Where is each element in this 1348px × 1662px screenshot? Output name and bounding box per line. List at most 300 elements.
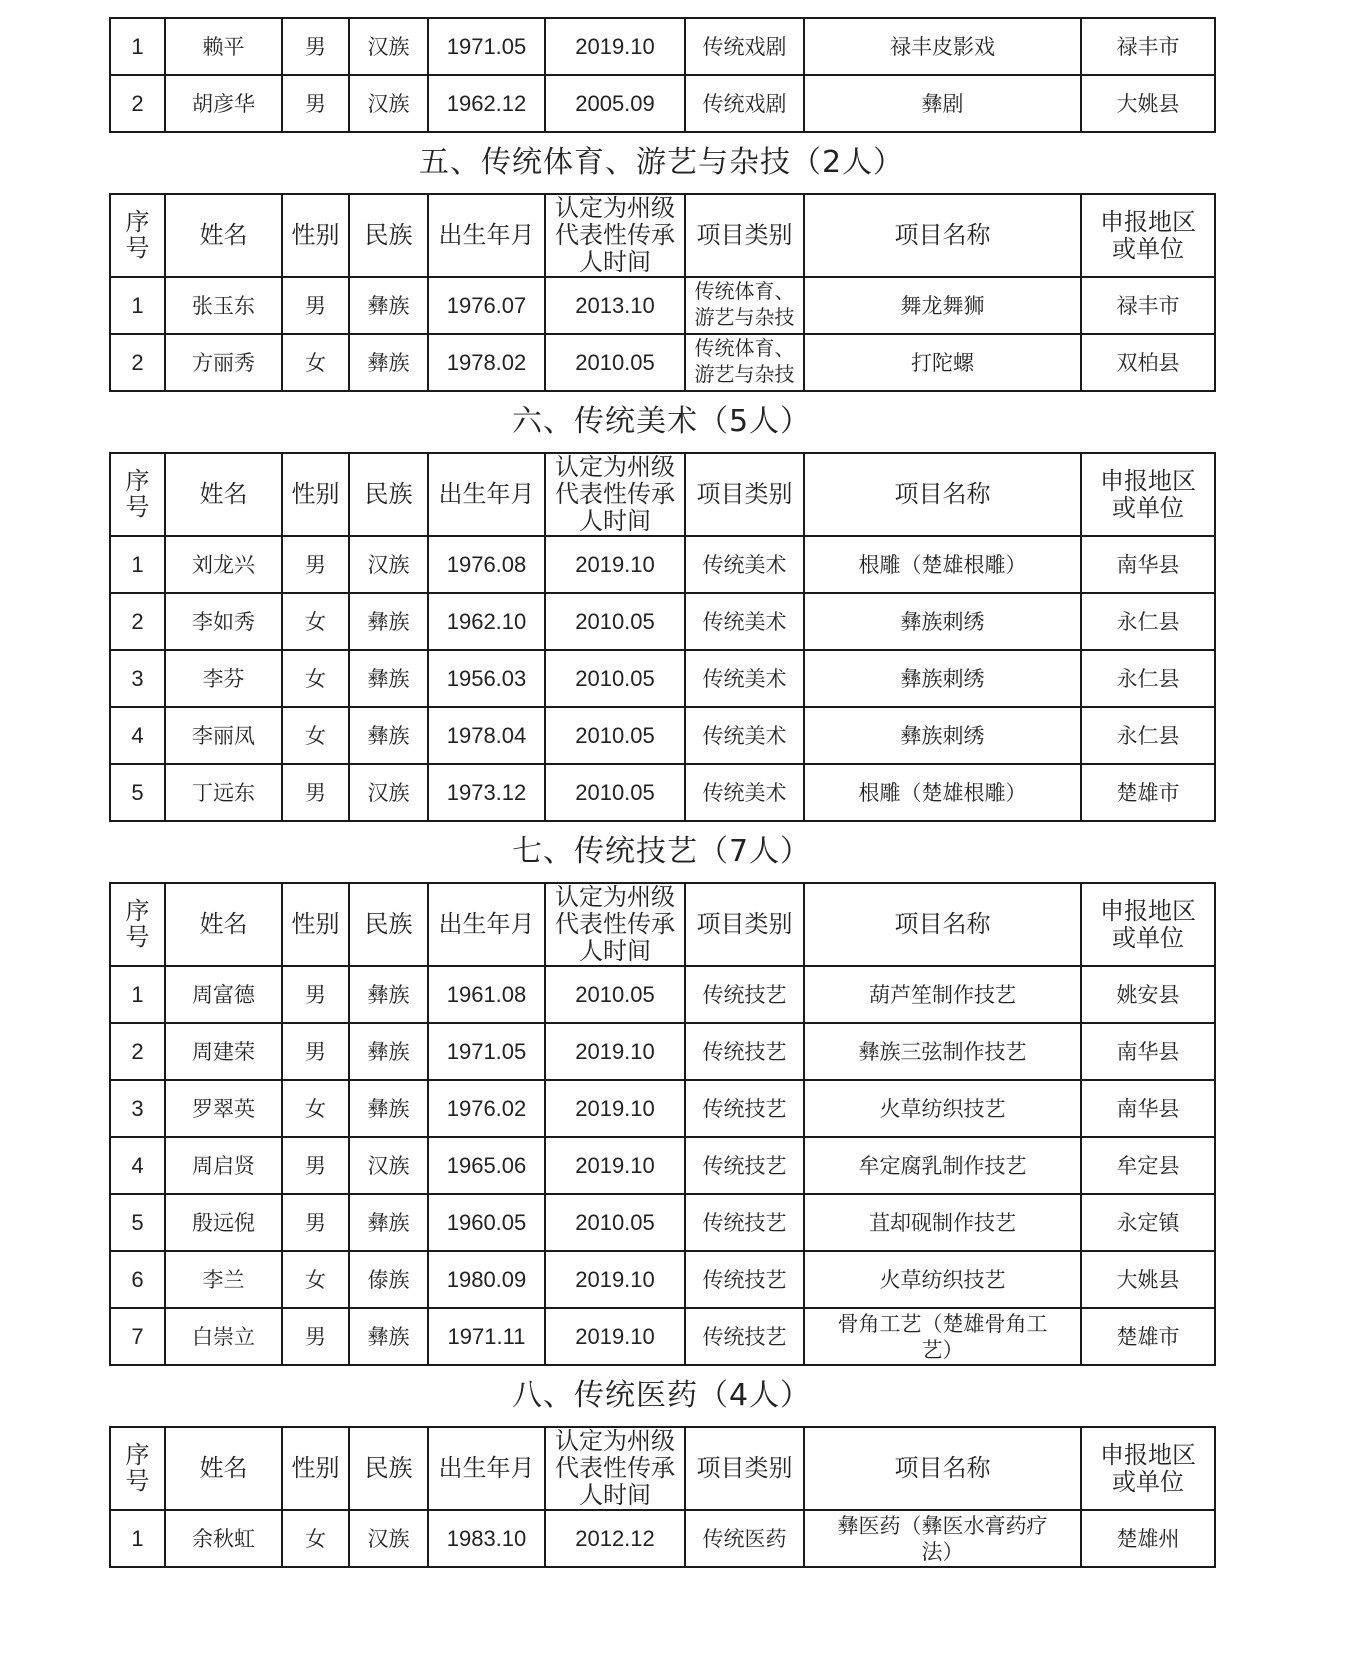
cell-region [1081,966,1215,1023]
cell-category-text: 传统戏剧 [702,91,787,116]
cell-region [1081,650,1215,707]
cell-gender [282,277,349,334]
cell-birth [428,1510,545,1567]
cell-region [1081,75,1215,132]
cell-ethnicity-text: 彝族 [367,666,410,691]
cell-category [685,966,804,1023]
cell-category [685,1023,804,1080]
cell-header-seq [110,194,165,277]
cell-header-gender [282,453,349,536]
cell-recognized [545,966,685,1023]
cell-region-text: 南华县 [1116,1096,1180,1121]
table-row [110,334,1215,391]
cell-category [685,1080,804,1137]
cell-category-text: 传统美术 [702,723,787,748]
cell-gender-text: 男 [305,1210,326,1235]
cell-birth [428,1023,545,1080]
cell-header-name-text: 姓名 [199,221,248,249]
cell-recognized-text: 2019.10 [575,551,655,577]
cell-header-project [804,194,1081,277]
cell-header-name-text: 姓名 [199,910,248,938]
cell-seq-text: 1 [131,1525,144,1551]
cell-header-recognized [545,883,685,966]
cell-project [804,593,1081,650]
section-6-title: 六、传统美术（5人） [511,404,812,439]
cell-header-ethnicity [349,1427,428,1510]
document-page [109,17,1214,1568]
cell-category [685,593,804,650]
cell-gender-text: 女 [305,350,326,375]
cell-gender [282,1023,349,1080]
cell-name [165,1510,282,1567]
cell-category-text: 传统体育、游艺与杂技 [694,279,795,329]
cell-seq-text: 2 [131,608,144,634]
cell-category-text: 传统技艺 [702,1210,787,1235]
table-header-row [110,883,1215,966]
cell-birth-text: 1960.05 [446,1209,527,1235]
cell-gender [282,1510,349,1567]
cell-region-text: 楚雄州 [1116,1526,1180,1551]
cell-seq-text: 1 [131,981,144,1007]
cell-seq-text: 5 [131,1209,144,1235]
cell-header-birth [428,194,545,277]
cell-header-region [1081,453,1215,536]
cell-header-category-text: 项目类别 [696,1454,793,1482]
cell-gender-text: 女 [305,1526,326,1551]
table-row [110,593,1215,650]
cell-project [804,764,1081,821]
cell-header-birth-text: 出生年月 [438,480,535,508]
cell-gender-text: 女 [305,1267,326,1292]
cell-ethnicity [349,277,428,334]
table-row [110,1194,1215,1251]
cell-name [165,764,282,821]
cell-project [804,1023,1081,1080]
cell-seq [110,1251,165,1308]
cell-recognized-text: 2010.05 [575,981,655,1007]
cell-region [1081,277,1215,334]
cell-birth [428,18,545,75]
cell-seq-text: 7 [131,1323,144,1349]
cell-seq [110,18,165,75]
cell-region-text: 楚雄市 [1116,1324,1180,1349]
table-header-row [110,1427,1215,1510]
cell-birth [428,1137,545,1194]
cell-recognized-text: 2019.10 [575,1152,655,1178]
cell-header-recognized-text: 认定为州级代表性传承人时间 [555,194,675,276]
cell-category [685,1251,804,1308]
cell-name-text: 赖平 [202,34,245,59]
cell-header-ethnicity [349,194,428,277]
cell-birth-text: 1980.09 [446,1266,527,1292]
cell-category [685,650,804,707]
table-section-6 [109,452,1216,822]
cell-header-name [165,1427,282,1510]
cell-seq [110,764,165,821]
cell-name [165,1023,282,1080]
cell-recognized-text: 2019.10 [575,33,655,59]
cell-category [685,277,804,334]
cell-header-name-text: 姓名 [199,480,248,508]
cell-seq-text: 4 [131,1152,144,1178]
section-7-title: 七、传统技艺（7人） [511,834,812,869]
cell-header-recognized-text: 认定为州级代表性传承人时间 [555,1427,675,1509]
cell-header-region-text: 申报地区或单位 [1100,896,1196,952]
table-header-row [110,453,1215,536]
cell-name [165,1194,282,1251]
cell-header-ethnicity-text: 民族 [364,221,413,249]
cell-gender [282,536,349,593]
cell-recognized [545,277,685,334]
cell-name-text: 余秋虹 [192,1526,255,1551]
cell-project [804,1194,1081,1251]
cell-recognized-text: 2010.05 [575,722,655,748]
cell-ethnicity [349,75,428,132]
cell-gender [282,650,349,707]
cell-header-gender-text: 性别 [291,910,340,938]
cell-name-text: 李丽凤 [192,723,255,748]
cell-header-seq [110,453,165,536]
cell-category-text: 传统美术 [702,552,787,577]
cell-header-gender [282,1427,349,1510]
cell-project [804,536,1081,593]
cell-gender [282,75,349,132]
cell-header-recognized-text: 认定为州级代表性传承人时间 [555,453,675,535]
cell-header-ethnicity-text: 民族 [364,480,413,508]
table-row [110,1023,1215,1080]
cell-seq-text: 6 [131,1266,144,1292]
cell-category-text: 传统技艺 [702,1039,787,1064]
cell-region [1081,1251,1215,1308]
cell-header-ethnicity-text: 民族 [364,910,413,938]
cell-ethnicity [349,1137,428,1194]
cell-project-text: 彝剧 [921,91,964,116]
cell-name [165,593,282,650]
cell-name-text: 方丽秀 [192,350,255,375]
cell-recognized-text: 2019.10 [575,1038,655,1064]
cell-gender-text: 女 [305,1096,326,1121]
cell-recognized-text: 2010.05 [575,349,655,375]
cell-project [804,1137,1081,1194]
table-row [110,1137,1215,1194]
cell-header-category [685,194,804,277]
cell-ethnicity [349,1194,428,1251]
cell-recognized [545,1137,685,1194]
cell-category-text: 传统技艺 [702,1267,787,1292]
cell-recognized [545,764,685,821]
cell-region-text: 牟定县 [1116,1153,1180,1178]
cell-project [804,1510,1081,1567]
cell-name [165,1308,282,1365]
cell-header-gender-text: 性别 [291,480,340,508]
cell-gender-text: 男 [305,1153,326,1178]
cell-seq [110,1080,165,1137]
cell-header-recognized [545,453,685,536]
cell-ethnicity [349,593,428,650]
cell-region [1081,1308,1215,1365]
cell-birth-text: 1976.08 [446,551,527,577]
cell-seq [110,1023,165,1080]
cell-gender [282,1308,349,1365]
cell-ethnicity-text: 彝族 [367,982,410,1007]
cell-gender [282,18,349,75]
cell-birth [428,764,545,821]
cell-gender [282,1137,349,1194]
cell-recognized-text: 2010.05 [575,608,655,634]
cell-birth [428,277,545,334]
cell-project [804,1308,1081,1365]
cell-header-gender [282,194,349,277]
cell-ethnicity [349,1308,428,1365]
cell-project-text: 彝医药（彝医水膏药疗法） [837,1513,1048,1564]
cell-category-text: 传统技艺 [702,1153,787,1178]
cell-ethnicity-text: 汉族 [367,1526,410,1551]
cell-ethnicity [349,966,428,1023]
cell-header-birth [428,1427,545,1510]
cell-category [685,764,804,821]
table-section-4-continued [109,17,1216,133]
table-row [110,1080,1215,1137]
cell-project [804,18,1081,75]
cell-category-text: 传统美术 [702,780,787,805]
cell-name [165,650,282,707]
cell-seq-text: 1 [131,292,144,318]
cell-birth-text: 1983.10 [446,1525,527,1551]
cell-seq-text: 2 [131,349,144,375]
cell-ethnicity-text: 汉族 [367,34,410,59]
cell-ethnicity-text: 汉族 [367,91,410,116]
cell-project-text: 舞龙舞狮 [900,293,985,318]
cell-seq-text: 3 [131,665,144,691]
cell-recognized [545,650,685,707]
cell-header-ethnicity [349,453,428,536]
cell-project-text: 打陀螺 [911,350,974,375]
cell-header-region-text: 申报地区或单位 [1100,466,1196,522]
table-section-8 [109,1426,1216,1568]
cell-birth-text: 1962.10 [446,608,527,634]
cell-header-project [804,453,1081,536]
cell-header-birth [428,883,545,966]
cell-recognized [545,593,685,650]
cell-name-text: 李如秀 [192,609,255,634]
cell-header-recognized [545,194,685,277]
cell-region [1081,1194,1215,1251]
cell-category-text: 传统美术 [702,666,787,691]
cell-region [1081,1023,1215,1080]
cell-gender-text: 女 [305,666,326,691]
cell-birth [428,1080,545,1137]
cell-ethnicity-text: 彝族 [367,350,410,375]
cell-gender [282,593,349,650]
cell-region [1081,1510,1215,1567]
cell-region [1081,536,1215,593]
cell-category-text: 传统技艺 [702,982,787,1007]
cell-birth-text: 1962.12 [446,90,527,116]
cell-header-project-text: 项目名称 [894,480,991,508]
cell-recognized-text: 2010.05 [575,1209,655,1235]
section-8-title: 八、传统医药（4人） [511,1378,812,1413]
table-section-5 [109,193,1216,392]
cell-region [1081,764,1215,821]
cell-region-text: 大姚县 [1116,1267,1180,1292]
cell-recognized-text: 2010.05 [575,665,655,691]
cell-name-text: 胡彦华 [192,91,255,116]
cell-name [165,1137,282,1194]
cell-category [685,334,804,391]
cell-name-text: 罗翠英 [192,1096,255,1121]
cell-recognized [545,707,685,764]
cell-recognized [545,1308,685,1365]
cell-name-text: 张玉东 [192,293,255,318]
cell-header-region [1081,883,1215,966]
cell-ethnicity-text: 汉族 [367,780,410,805]
cell-header-seq-text: 序号 [125,208,150,262]
cell-header-region [1081,194,1215,277]
cell-gender-text: 男 [305,34,326,59]
cell-ethnicity [349,707,428,764]
cell-seq-text: 2 [131,90,144,116]
cell-header-recognized-text: 认定为州级代表性传承人时间 [555,883,675,965]
cell-project-text: 彝族刺绣 [900,666,985,691]
cell-header-category-text: 项目类别 [696,910,793,938]
cell-region-text: 楚雄市 [1116,780,1180,805]
cell-name-text: 刘龙兴 [192,552,255,577]
cell-project [804,277,1081,334]
cell-recognized [545,1510,685,1567]
cell-birth-text: 1965.06 [446,1152,527,1178]
cell-ethnicity [349,650,428,707]
cell-project-text: 彝族刺绣 [900,609,985,634]
cell-category-text: 传统戏剧 [702,34,787,59]
cell-project [804,334,1081,391]
cell-header-recognized [545,1427,685,1510]
cell-ethnicity-text: 彝族 [367,609,410,634]
cell-name-text: 丁远东 [192,780,255,805]
cell-name-text: 周建荣 [192,1039,255,1064]
cell-seq [110,334,165,391]
cell-header-category-text: 项目类别 [696,480,793,508]
cell-header-region [1081,1427,1215,1510]
cell-project [804,650,1081,707]
cell-birth-text: 1973.12 [446,779,527,805]
cell-birth-text: 1976.07 [446,292,527,318]
cell-seq [110,1510,165,1567]
cell-gender-text: 男 [305,293,326,318]
cell-seq-text: 4 [131,722,144,748]
table-header-row [110,194,1215,277]
cell-ethnicity [349,18,428,75]
cell-name-text: 殷远倪 [192,1210,255,1235]
cell-name [165,75,282,132]
cell-recognized [545,18,685,75]
cell-recognized [545,334,685,391]
cell-name-text: 周富德 [192,982,255,1007]
cell-region-text: 南华县 [1116,552,1180,577]
cell-recognized [545,1251,685,1308]
cell-ethnicity-text: 彝族 [367,723,410,748]
cell-name [165,18,282,75]
cell-region-text: 姚安县 [1116,982,1180,1007]
table-row [110,1510,1215,1567]
cell-project-text: 彝族三弦制作技艺 [858,1039,1027,1064]
cell-birth-text: 1978.04 [446,722,527,748]
table-row [110,75,1215,132]
cell-birth [428,707,545,764]
cell-recognized [545,75,685,132]
table-row [110,536,1215,593]
cell-ethnicity-text: 汉族 [367,1153,410,1178]
cell-birth [428,593,545,650]
cell-name [165,334,282,391]
cell-birth [428,1251,545,1308]
cell-ethnicity-text: 彝族 [367,1096,410,1121]
cell-ethnicity-text: 傣族 [367,1267,410,1292]
cell-region [1081,707,1215,764]
cell-ethnicity-text: 彝族 [367,1324,410,1349]
cell-gender [282,764,349,821]
cell-gender-text: 男 [305,1324,326,1349]
cell-birth-text: 1976.02 [446,1095,527,1121]
table-row [110,707,1215,764]
cell-project-text: 彝族刺绣 [900,723,985,748]
cell-birth-text: 1971.11 [447,1323,526,1349]
cell-seq [110,1308,165,1365]
cell-ethnicity [349,334,428,391]
cell-category [685,1137,804,1194]
cell-gender [282,707,349,764]
cell-name [165,707,282,764]
cell-birth-text: 1961.08 [446,981,527,1007]
cell-gender [282,1251,349,1308]
cell-seq-text: 1 [131,551,144,577]
cell-header-category [685,453,804,536]
cell-gender-text: 男 [305,552,326,577]
cell-project [804,1080,1081,1137]
cell-gender [282,1194,349,1251]
cell-header-gender [282,883,349,966]
cell-category [685,18,804,75]
cell-seq-text: 5 [131,779,144,805]
cell-category-text: 传统技艺 [702,1096,787,1121]
cell-name-text: 白崇立 [192,1324,255,1349]
cell-name [165,966,282,1023]
cell-header-region-text: 申报地区或单位 [1100,207,1196,263]
cell-region-text: 南华县 [1116,1039,1180,1064]
table-row [110,277,1215,334]
cell-category [685,75,804,132]
cell-project [804,966,1081,1023]
cell-project-text: 根雕（楚雄根雕） [858,780,1027,805]
cell-birth [428,334,545,391]
cell-header-name [165,883,282,966]
table-section-7 [109,882,1216,1366]
cell-recognized [545,1194,685,1251]
cell-birth-text: 1978.02 [446,349,527,375]
cell-header-name [165,194,282,277]
cell-header-seq-text: 序号 [125,467,150,521]
cell-birth [428,536,545,593]
cell-recognized [545,536,685,593]
cell-header-region-text: 申报地区或单位 [1100,1440,1196,1496]
cell-category [685,707,804,764]
cell-header-seq [110,1427,165,1510]
table-row [110,1308,1215,1365]
cell-region-text: 永仁县 [1116,609,1180,634]
cell-category-text: 传统技艺 [702,1324,787,1349]
cell-recognized-text: 2005.09 [575,90,655,116]
cell-region [1081,1080,1215,1137]
cell-seq-text: 2 [131,1038,144,1064]
